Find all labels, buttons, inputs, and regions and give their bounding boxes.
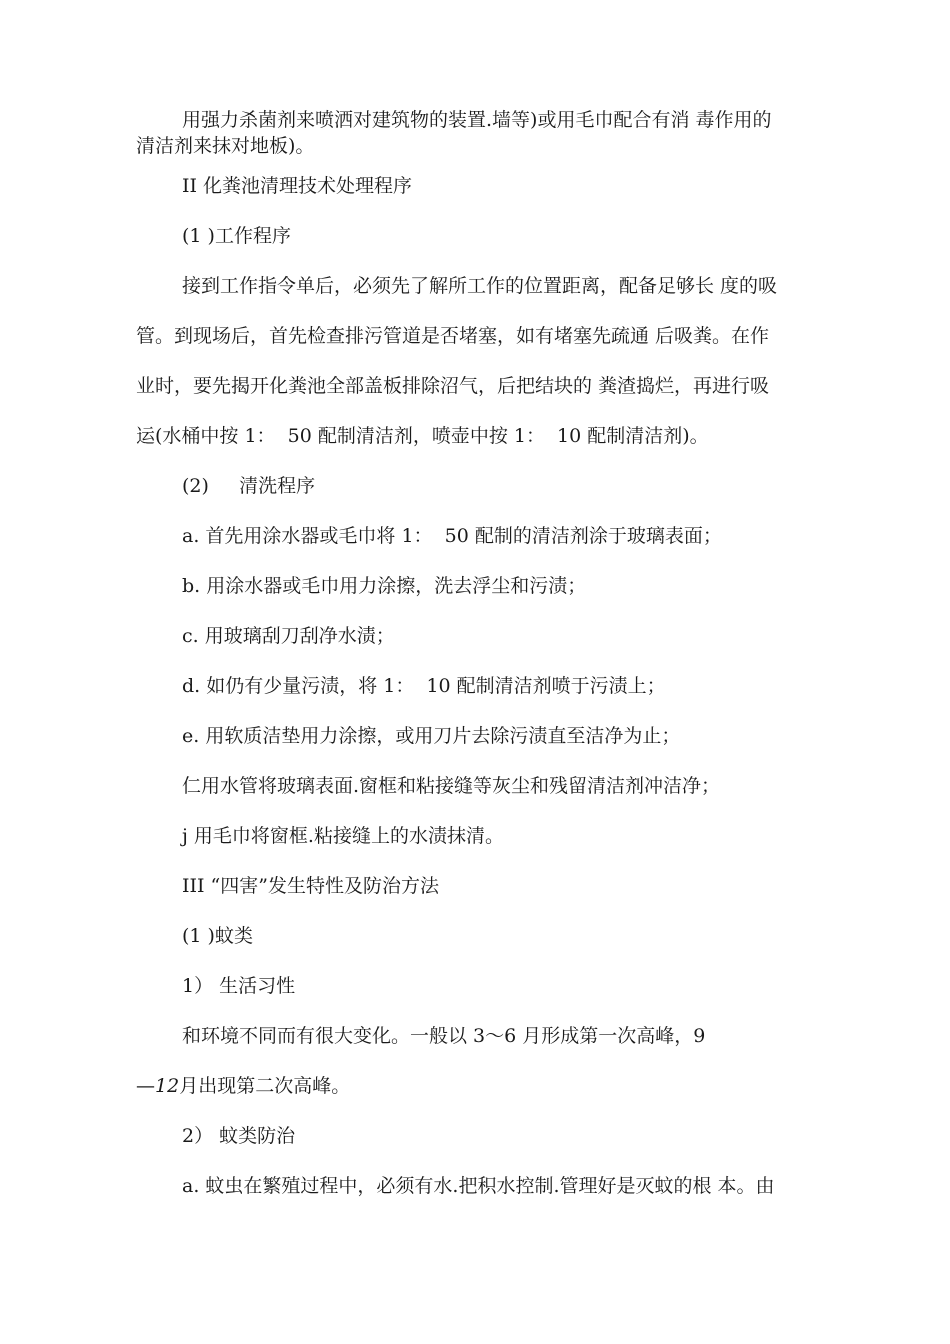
text-line-8: 运(水桶中按 1： 50 配制清洁剂，喷壶中按 1： 10 配制清洁剂)。 (136, 425, 709, 447)
section-heading-3: III “四害”发生特性及防治方法 (182, 875, 439, 897)
text-line-20: 和环境不同而有很大变化。一般以 3〜6 月形成第一次高峰，9 (182, 1025, 706, 1047)
item-control: 2） 蚊类防治 (182, 1125, 296, 1147)
subsection-heading-work: (1 )工作程序 (182, 225, 291, 247)
text-line-21 (136, 1074, 350, 1099)
step-e: e. 用软质洁垫用力涂擦，或用刀片去除污渍直至洁净为止； (182, 725, 681, 747)
text-line-21-rest: 月出现第二次高峰。 (179, 1075, 351, 1097)
month-number: 12 (155, 1075, 180, 1097)
text-line-1: 用强力杀菌剂来喷洒对建筑物的装置.墙等)或用毛巾配合有消 毒作用的 (182, 109, 772, 131)
text-line-5: 接到工作指令单后，必须先了解所工作的位置距离，配备足够长 度的吸 (182, 275, 778, 297)
text-line-6: 管。到现场后，首先检查排污管道是否堵塞，如有堵塞先疏通 后吸粪。在作 (136, 325, 770, 347)
text-line-2: 清洁剂来抹对地板)。 (136, 135, 315, 157)
step-f: 仁用水管将玻璃表面.窗框和粘接缝等灰尘和残留清洁剂冲洁净； (182, 775, 721, 797)
step-a: a. 首先用涂水器或毛巾将 1： 50 配制的清洁剂涂于玻璃表面； (182, 525, 722, 547)
dash-prefix: — (136, 1075, 155, 1097)
item-habits: 1） 生活习性 (182, 975, 296, 997)
step-c: c. 用玻璃刮刀刮净水渍； (182, 625, 395, 647)
subsection-heading-mosquito: (1 )蚊类 (182, 925, 253, 947)
text-line-23: a. 蚊虫在繁殖过程中，必须有水.把积水控制.管理好是灭蚊的根 本。由 (182, 1175, 775, 1197)
step-b: b. 用涂水器或毛巾用力涂擦，洗去浮尘和污渍； (182, 575, 587, 597)
step-j: j 用毛巾将窗框.粘接缝上的水渍抹清。 (182, 825, 504, 847)
section-heading-2: II 化粪池清理技术处理程序 (182, 175, 413, 197)
step-d: d. 如仍有少量污渍，将 1： 10 配制清洁剂喷于污渍上； (182, 675, 666, 697)
subsection-heading-clean: (2) 清洗程序 (182, 475, 316, 497)
text-line-7: 业时，要先揭开化粪池全部盖板排除沼气，后把结块的 粪渣捣烂，再进行吸 (136, 375, 770, 397)
